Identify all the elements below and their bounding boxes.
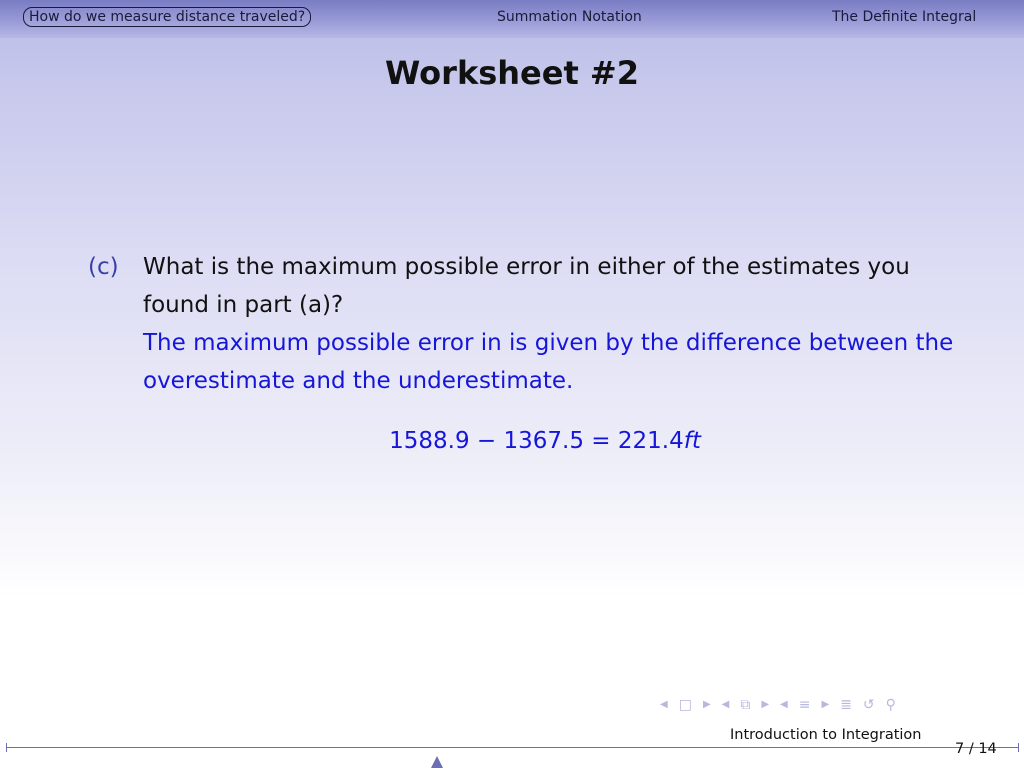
question-text: What is the maximum possible error in either of the estimates you found in part (a)? (143, 254, 910, 318)
navigation-symbols (660, 694, 896, 716)
section-icon[interactable]: ≡ (798, 697, 811, 713)
answer-text: The maximum possible error in is given by the difference between the overestimate and the underestimate. (143, 330, 954, 394)
nav-section-definite-integral[interactable]: The Definite Integral (832, 9, 977, 25)
section-next-icon[interactable]: ▶ (821, 699, 830, 710)
item-label: (c) (88, 254, 119, 280)
footer-rule (6, 747, 1018, 748)
frame-icon[interactable]: □ (678, 697, 692, 713)
subsection-next-icon[interactable]: ▶ (761, 699, 770, 710)
nav-section-summation[interactable]: Summation Notation (497, 9, 642, 25)
footer-rule-end (1018, 743, 1019, 752)
item-body (143, 248, 963, 400)
page-number: 7 / 14 (955, 741, 997, 757)
back-icon[interactable]: ↺ (862, 697, 875, 713)
search-icon[interactable]: ⚲ (885, 697, 896, 713)
align-icon[interactable]: ≣ (840, 697, 852, 713)
frame-prev-icon[interactable]: ◀ (660, 699, 668, 710)
footer-title: Introduction to Integration (730, 727, 922, 743)
slide-title: Worksheet #2 (385, 54, 639, 92)
equation-expression: 1588.9 − 1367.5 = 221.4 (389, 428, 684, 454)
frame-next-icon[interactable]: ▶ (702, 699, 711, 710)
footer-rule-start (6, 743, 7, 752)
subsection-icon[interactable]: ⧉ (740, 697, 751, 713)
nav-section-distance[interactable]: How do we measure distance traveled? (23, 7, 311, 27)
subsection-prev-icon[interactable]: ◀ (721, 699, 730, 710)
progress-marker (431, 756, 443, 768)
section-prev-icon[interactable]: ◀ (780, 699, 788, 710)
equation-unit: ft (683, 428, 701, 454)
equation (0, 428, 1024, 454)
